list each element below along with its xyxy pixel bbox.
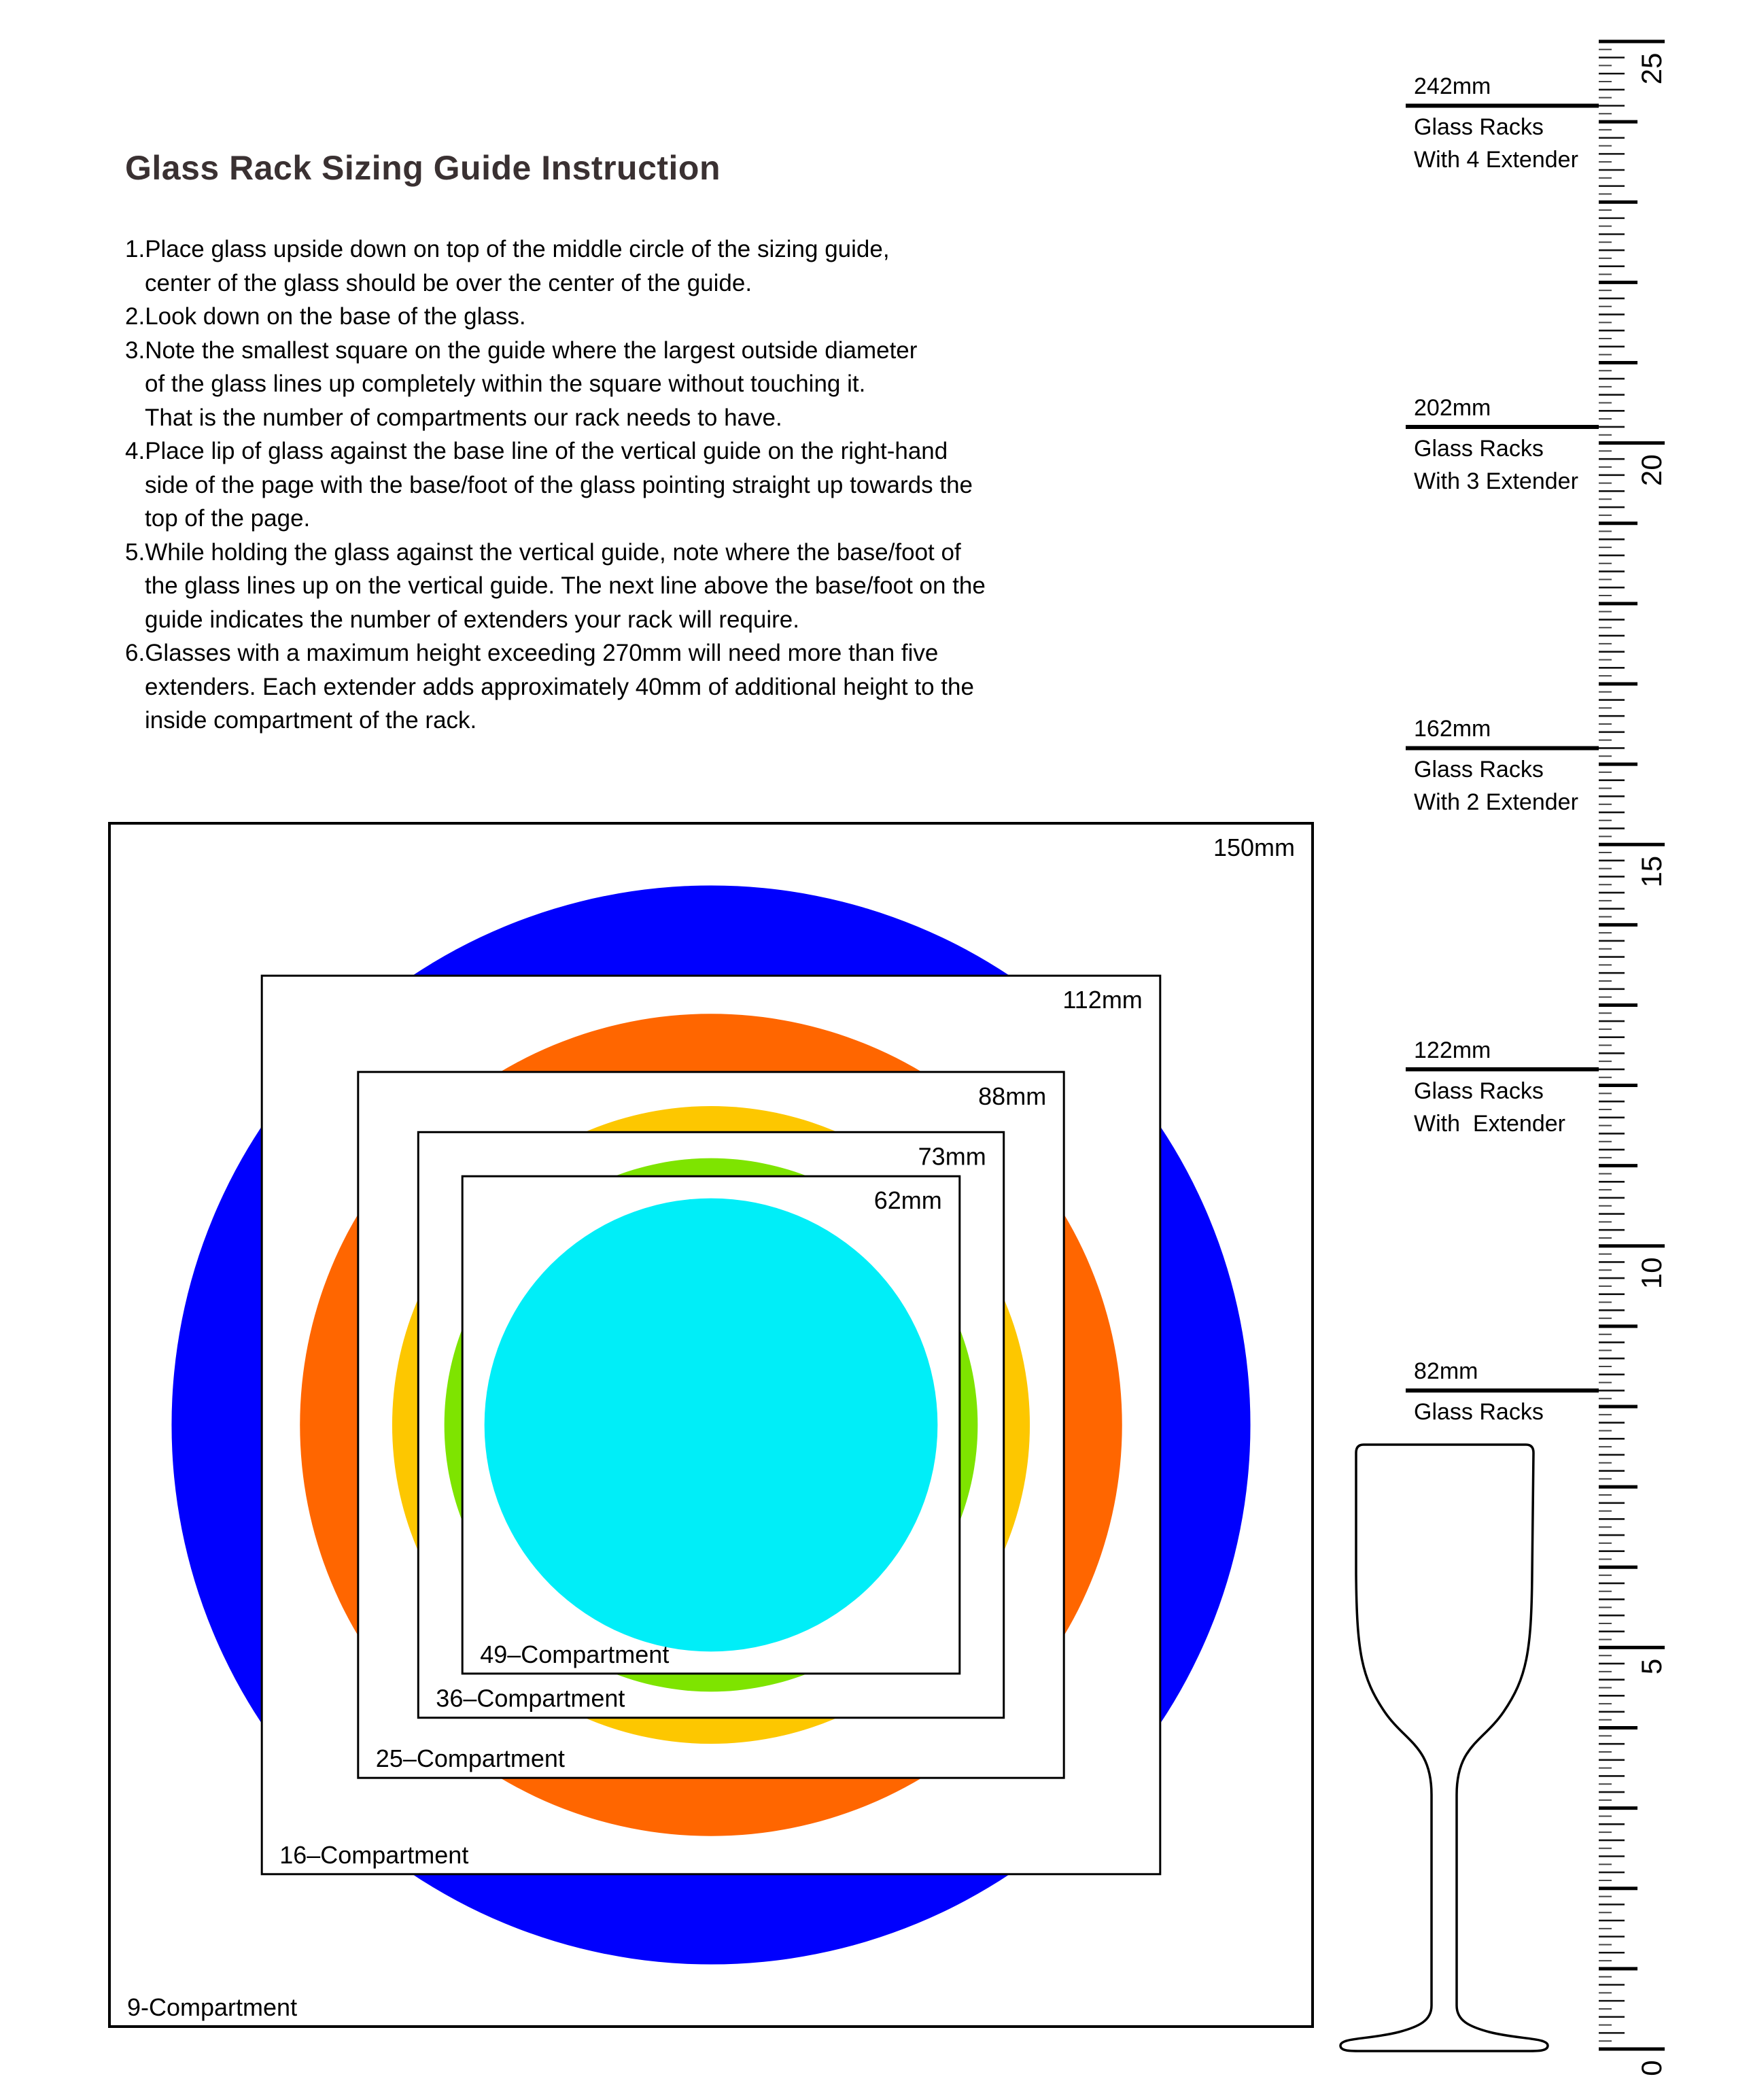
marker-description-line-1: Glass Racks (1414, 757, 1544, 783)
instruction-3-line-1: 3.Note the smallest square on the guide where the largest outside diameter (125, 337, 918, 364)
page-title: Glass Rack Sizing Guide Instruction (125, 149, 721, 187)
instruction-5-line-3: guide indicates the number of extenders your rack will require. (145, 606, 799, 633)
ruler-number: 15 (1635, 855, 1667, 888)
ruler-number: 20 (1635, 454, 1667, 486)
ruler-number: 25 (1635, 52, 1667, 85)
marker-description-line-1: Glass Racks (1414, 435, 1544, 462)
ruler-number: 0 (1635, 2060, 1667, 2076)
marker-description-line-2: With Extender (1414, 1110, 1565, 1137)
square-size-label: 112mm (1062, 986, 1143, 1014)
marker-height-label: 162mm (1414, 716, 1491, 742)
instructions-list (125, 233, 1281, 738)
cyan-circle (485, 1199, 938, 1652)
instruction-6-line-1: 6.Glasses with a maximum height exceeding 270mm will need more than five (125, 640, 939, 666)
sizing-guide-diagram (92, 806, 1330, 2044)
instruction-6-line-2: extenders. Each extender adds approximately 40mm of additional height to the (145, 673, 974, 700)
marker-description-line-1: Glass Racks (1414, 1078, 1544, 1104)
marker-description-line-2: With 2 Extender (1414, 789, 1578, 816)
square-size-label: 88mm (978, 1082, 1047, 1110)
square-size-label: 150mm (1213, 833, 1295, 861)
marker-description-line-2: With 4 Extender (1414, 147, 1578, 173)
compartment-label: 49–Compartment (480, 1640, 670, 1668)
instruction-6-line-3: inside compartment of the rack. (145, 707, 477, 734)
instruction-1-line-1: 1.Place glass upside down on top of the middle circle of the sizing guide, (125, 236, 890, 262)
square-size-label: 62mm (873, 1186, 942, 1215)
instruction-5-line-1: 5.While holding the glass against the vertical guide, note where the base/foot of (125, 538, 961, 566)
ruler-number: 10 (1635, 1257, 1667, 1290)
champagne-flute-icon (1325, 1428, 1563, 2067)
marker-description-line-1: Glass Racks (1414, 114, 1544, 141)
instruction-4-line-3: top of the page. (145, 505, 311, 532)
marker-height-label: 82mm (1414, 1358, 1478, 1385)
marker-height-label: 242mm (1414, 73, 1491, 100)
instruction-3-line-3: That is the number of compartments our rack needs to have. (145, 404, 782, 431)
instruction-4-line-2: side of the page with the base/foot of the glass pointing straight up towards the (145, 471, 973, 498)
champagne-flute-outline (1340, 1445, 1548, 2051)
compartment-label: 9-Compartment (127, 1993, 298, 2021)
ruler-number: 5 (1635, 1658, 1667, 1675)
instruction-4-line-1: 4.Place lip of glass against the base line of the vertical guide on the right-hand (125, 438, 948, 464)
square-size-label: 73mm (918, 1142, 986, 1171)
instruction-2-line-1: 2.Look down on the base of the glass. (125, 303, 526, 330)
compartment-label: 16–Compartment (279, 1840, 469, 1869)
marker-description (1414, 753, 1578, 819)
compartment-label: 25–Compartment (375, 1744, 565, 1773)
instruction-1-line-2: center of the glass should be over the center of the guide. (145, 269, 752, 296)
marker-height-label: 202mm (1414, 394, 1491, 421)
instruction-5-line-2: the glass lines up on the vertical guide. The next line above the base/foot on the (145, 572, 986, 599)
compartment-label: 36–Compartment (436, 1684, 625, 1712)
marker-description (1414, 1396, 1544, 1428)
marker-description-line-1: Glass Racks (1414, 1399, 1544, 1426)
marker-height-label: 122mm (1414, 1037, 1491, 1063)
marker-description-line-2: With 3 Extender (1414, 468, 1578, 494)
marker-description (1414, 1075, 1565, 1140)
instruction-3-line-2: of the glass lines up completely within the square without touching it. (145, 371, 866, 397)
marker-description (1414, 432, 1578, 498)
marker-description (1414, 111, 1578, 176)
